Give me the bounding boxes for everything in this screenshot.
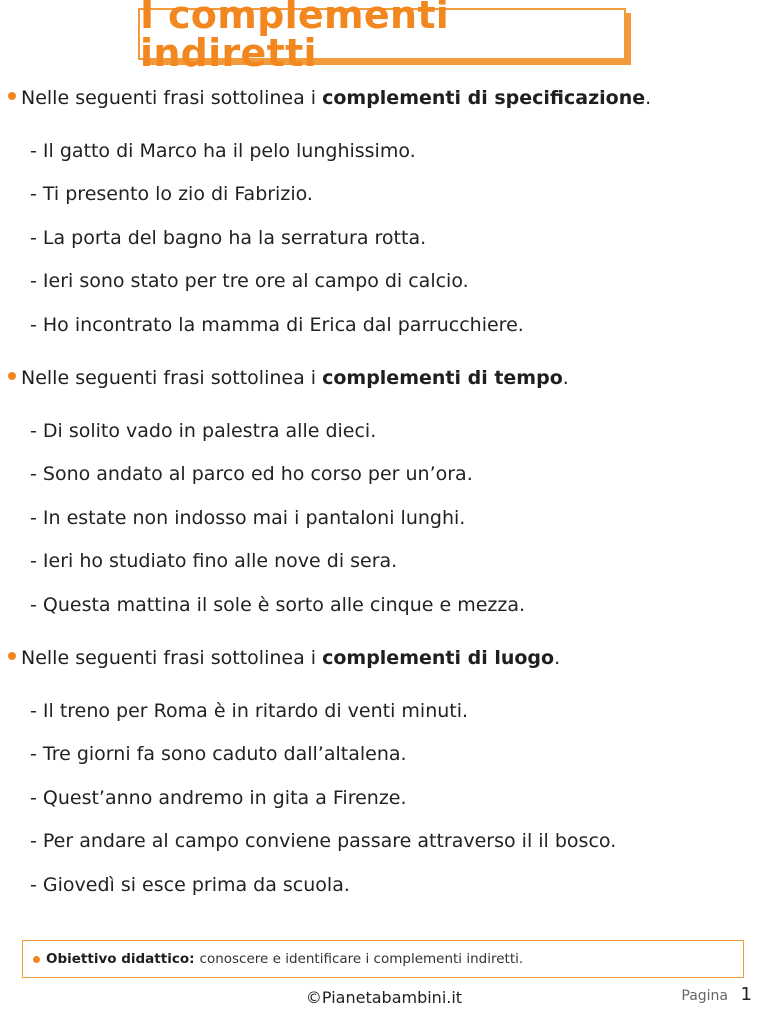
- orange-bullet-icon: [8, 372, 16, 380]
- sentence: - Per andare al campo conviene passare attraverso il il bosco.: [30, 830, 617, 852]
- sentence: - Questa mattina il sole è sorto alle cinque e mezza.: [30, 594, 526, 616]
- section-heading-specificazione: Nelle seguenti frasi sottolinea i complementi di specificazione.: [8, 86, 651, 110]
- orange-bullet-icon: [8, 652, 16, 660]
- section-heading-luogo: Nelle seguenti frasi sottolinea i complementi di luogo.: [8, 646, 560, 670]
- section-target: complementi di specificazione: [322, 87, 646, 109]
- page-title: I complementi indiretti: [140, 0, 450, 75]
- objective-box: [22, 940, 744, 978]
- sentence: - Giovedì si esce prima da scuola.: [30, 874, 350, 896]
- footer-brand: ©Pianetabambini.it: [305, 988, 463, 1007]
- objective-text: conoscere e identificare i complementi indiretti.: [199, 951, 524, 967]
- sentence: - Ho incontrato la mamma di Erica dal parrucchiere.: [30, 314, 524, 336]
- sentence: - Il treno per Roma è in ritardo di venti minuti.: [30, 700, 469, 722]
- page-number: 1: [740, 984, 752, 1005]
- orange-bullet-icon: [8, 92, 16, 100]
- sentence: - Di solito vado in palestra alle dieci.: [30, 420, 377, 442]
- sentence: - Tre giorni fa sono caduto dall’altalena.: [30, 743, 407, 765]
- orange-bullet-icon: [33, 956, 40, 963]
- title-box: [138, 0, 626, 75]
- sentence: - In estate non indosso mai i pantaloni lunghi.: [30, 507, 466, 529]
- sentence: - Ti presento lo zio di Fabrizio.: [30, 183, 313, 205]
- sentence: - Il gatto di Marco ha il pelo lunghissimo.: [30, 140, 416, 162]
- page-label: Pagina: [681, 988, 728, 1004]
- sentence: - La porta del bagno ha la serratura rotta.: [30, 227, 427, 249]
- section-heading-tempo: Nelle seguenti frasi sottolinea i complementi di tempo.: [8, 366, 569, 390]
- sentence: - Ieri ho studiato fino alle nove di sera.: [30, 550, 398, 572]
- objective-label: Obiettivo didattico:: [46, 951, 195, 967]
- sentence: - Ieri sono stato per tre ore al campo di calcio.: [30, 270, 469, 292]
- sentence: - Sono andato al parco ed ho corso per un’ora.: [30, 463, 473, 485]
- section-target: complementi di luogo: [322, 647, 555, 669]
- sentence: - Quest’anno andremo in gita a Firenze.: [30, 787, 407, 809]
- section-target: complementi di tempo: [322, 367, 563, 389]
